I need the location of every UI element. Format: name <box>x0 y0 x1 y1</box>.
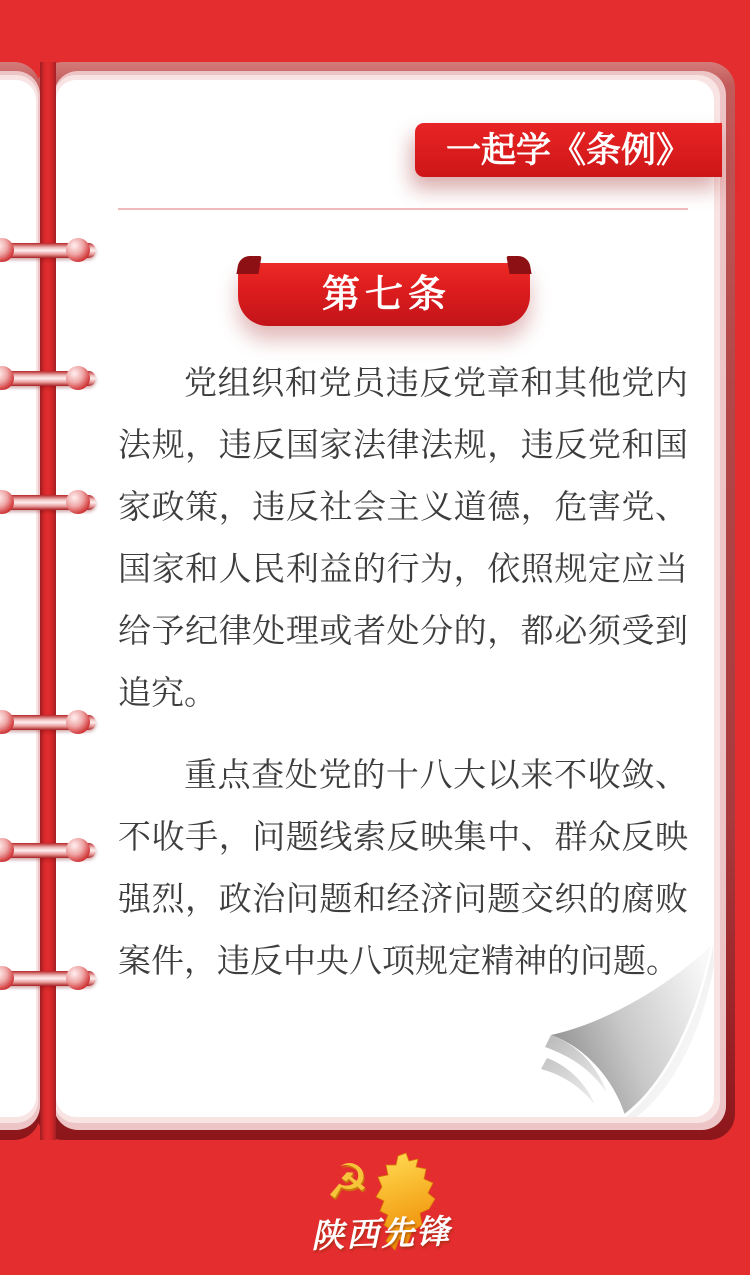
header-divider <box>118 208 688 210</box>
article-badge <box>238 263 530 326</box>
article-badge-label: 第七条 <box>321 273 451 316</box>
logo-wordmark: 陕西先锋 <box>310 1211 452 1256</box>
series-banner-label: 一起学《条例》 <box>445 130 691 170</box>
paragraph-1: 党组织和党员违反党章和其他党内法规，违反国家法律法规，违反党和国家政策，违反社会主义道德，危害党、国家和人民利益的行为，依照规定应当给予纪律处理或者处分的，都必须受到追究。 <box>118 364 688 711</box>
left-page <box>0 80 36 1117</box>
paragraph-2: 重点查处党的十八大以来不收敛、不收手，问题线索反映集中、群众反映强烈，政治问题和经济问题交织的腐败案件，违反中央八项规定精神的问题。 <box>118 756 688 979</box>
party-emblem-icon: ☭ <box>326 1154 370 1210</box>
page-curl <box>495 925 714 1117</box>
binder-ring-icon <box>0 971 96 986</box>
binder-ring-icon <box>0 495 96 510</box>
binder-ring-icon <box>0 843 96 858</box>
badge-fold-left <box>236 256 261 274</box>
binder-ring-icon <box>0 243 96 258</box>
article-body <box>118 352 688 1012</box>
footer-logo <box>296 1150 466 1262</box>
series-banner <box>415 123 722 177</box>
binder-ring-icon <box>0 371 96 386</box>
binder-ring-icon <box>0 715 96 730</box>
